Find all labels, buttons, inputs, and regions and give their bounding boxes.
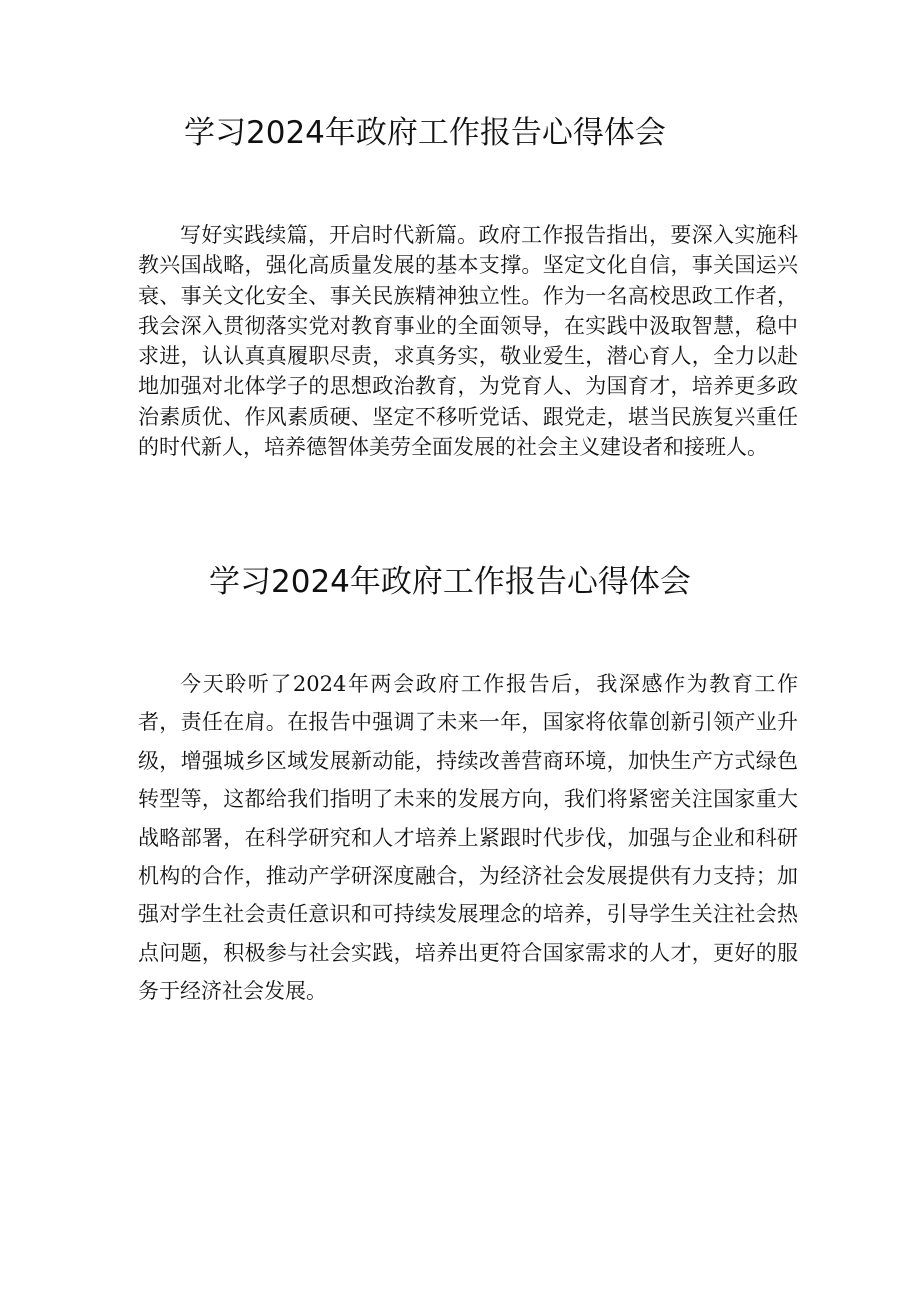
section-2-title: 学习2024年政府工作报告心得体会 — [209, 564, 691, 600]
section-2-paragraph: 今天聆听了2024年两会政府工作报告后，我深感作为教育工作者，责任在肩。在报告中强调了未来一年，国家将依靠创新引领产业升级，增强城乡区域发展新动能，持续改善营商环境，加快生产方式绿色转型等，这都给我们指明了未来的发展方向，我们将紧密关注国家重大战略部署，在科学研究和人才培养上紧跟时代步伐，加强与企业和科研机构的合作，推动产学研深度融合，为经济社会发展提供有力支持；加强对学生社会责任意识和可持续发展理念的培养，引导学生关注社会热点问题，积极参与社会实践，培养出更符合国家需求的人才，更好的服务于经济社会发展。 — [138, 672, 798, 1004]
section-1-title: 学习2024年政府工作报告心得体会 — [184, 115, 666, 151]
section-1-paragraph: 写好实践续篇，开启时代新篇。政府工作报告指出，要深入实施科教兴国战略，强化高质量发展的基本支撑。坚定文化自信，事关国运兴衰、事关文化安全、事关民族精神独立性。作为一名高校思政工作者，我会深入贯彻落实党对教育事业的全面领导，在实践中汲取智慧，稳中求进，认认真真履职尽责，求真务实，敬业爱生，潜心育人，全力以赴地加强对北体学子的思想政治教育，为党育人、为国育才，培养更多政治素质优、作风素质硬、坚定不移听党话、跟党走，堪当民族复兴重任的时代新人，培养德智体美劳全面发展的社会主义建设者和接班人。 — [138, 223, 798, 460]
